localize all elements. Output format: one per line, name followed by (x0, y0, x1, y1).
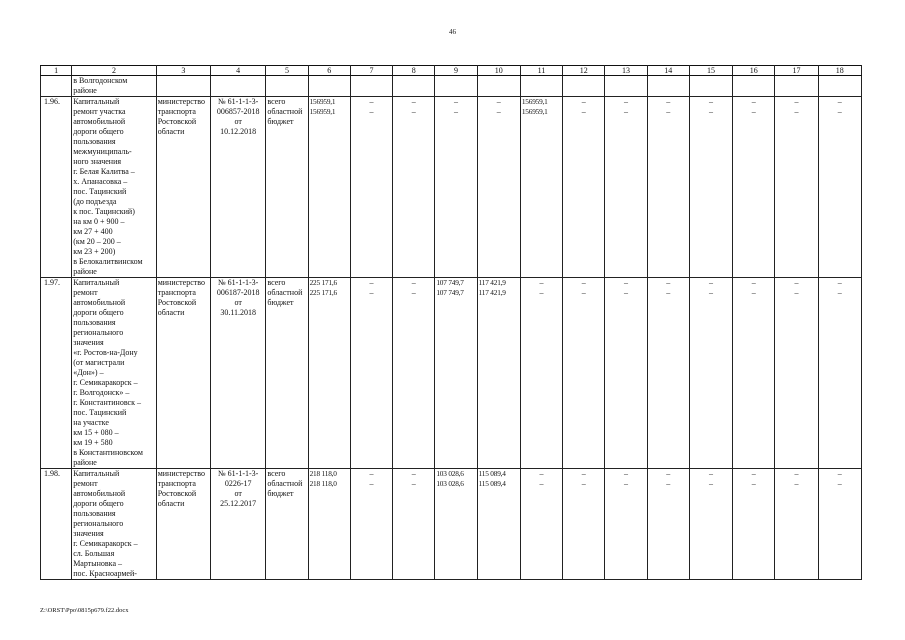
cell-line: в Белокалитвинском (73, 257, 143, 266)
cell-line: – (708, 107, 713, 116)
table-row (41, 97, 862, 278)
cell-source (266, 76, 308, 97)
value-cell (350, 469, 392, 580)
value-cell (818, 97, 861, 278)
cell-line: – (411, 479, 416, 488)
cell-line: от (234, 298, 242, 307)
cell-value (563, 76, 605, 97)
cell-line: г. Семикаракорск – (73, 539, 138, 548)
value-cell (775, 469, 818, 580)
value-cell (605, 469, 647, 580)
cell-line: – (496, 97, 501, 106)
cell-line: 103 028,6 (436, 479, 464, 488)
cell-line: – (369, 479, 374, 488)
cell-line: области (157, 499, 185, 508)
cell-line: – (411, 107, 416, 116)
cell-value (647, 76, 689, 97)
cell-line: – (837, 479, 842, 488)
cell-line: автомобильной (73, 117, 126, 126)
cell-line: – (837, 469, 842, 478)
value-cell (520, 97, 562, 278)
cell-value (605, 76, 647, 97)
cell-value (520, 76, 562, 97)
value-cell (435, 278, 477, 469)
cell-line: – (666, 288, 671, 297)
cell-line: – (581, 107, 586, 116)
cell-line: Ростовской (157, 298, 197, 307)
cell-line: «Дон») – (73, 368, 104, 377)
cell-line: области (157, 308, 185, 317)
cell-line: – (623, 288, 628, 297)
cell-line: министерство (157, 97, 205, 106)
cell-line: областной (267, 479, 303, 488)
column-number: 16 (733, 66, 775, 76)
value-cell (308, 278, 350, 469)
cell-line: пос. Тацинский (73, 187, 127, 196)
value-cell (647, 97, 689, 278)
value-cell (393, 469, 435, 580)
cell-num (41, 76, 72, 97)
cell-line: районе (73, 458, 97, 467)
cell-line: ремонт (73, 479, 98, 488)
cell-line: сл. Большая (73, 549, 115, 558)
cell-line: – (708, 278, 713, 287)
column-number: 15 (689, 66, 732, 76)
column-number: 9 (435, 66, 477, 76)
funding-source (266, 97, 308, 278)
cell-line: – (369, 288, 374, 297)
column-number: 4 (211, 66, 266, 76)
table-row (41, 469, 862, 580)
cell-line: – (581, 479, 586, 488)
cell-line: – (623, 469, 628, 478)
cell-line: районе (73, 86, 97, 95)
funding-source (266, 278, 308, 469)
cell-line: – (751, 107, 756, 116)
cell-line: транспорта (157, 288, 196, 297)
cell-line: бюджет (267, 489, 294, 498)
cell-line: – (751, 469, 756, 478)
cell-line: – (369, 107, 374, 116)
cell-line: значения (73, 338, 104, 347)
value-cell (818, 469, 861, 580)
cell-line: – (708, 97, 713, 106)
cell-line: ремонт участка (73, 107, 126, 116)
cell-line: к пос. Тацинский) (73, 207, 135, 216)
cell-value (775, 76, 818, 97)
cell-line: пос. Тацинский (73, 408, 127, 417)
cell-line: – (369, 97, 374, 106)
value-cell (605, 97, 647, 278)
column-number: 1 (41, 66, 72, 76)
cell-line: 10.12.2018 (220, 127, 257, 136)
cell-line: № 61-1-1-3- (218, 469, 259, 478)
column-number: 10 (477, 66, 520, 76)
cell-line: 115 089,4 (478, 469, 506, 478)
object-name (72, 469, 157, 580)
value-cell (308, 469, 350, 580)
cell-line: 107 749,7 (436, 278, 464, 287)
cell-line: – (453, 97, 458, 106)
cell-line: – (751, 479, 756, 488)
cell-line: всего (267, 278, 286, 287)
cell-line: – (751, 97, 756, 106)
object-name (72, 97, 157, 278)
cell-line: 006187-2018 (216, 288, 260, 297)
value-cell (647, 278, 689, 469)
cell-line: автомобильной (73, 298, 126, 307)
value-cell (563, 97, 605, 278)
cell-line: 117 421,9 (478, 278, 506, 287)
cell-line: 156959,1 (309, 97, 336, 106)
cell-value (308, 76, 350, 97)
value-cell (393, 278, 435, 469)
column-number: 14 (647, 66, 689, 76)
cell-line: г. Семикаракорск – (73, 378, 138, 387)
document-ref (211, 97, 266, 278)
cell-value (350, 76, 392, 97)
cell-line: км 15 + 080 – (73, 428, 119, 437)
value-cell (689, 97, 732, 278)
cell-line: 006857-2018 (216, 107, 260, 116)
cell-line: – (369, 278, 374, 287)
cell-value (818, 76, 861, 97)
cell-line: 0226-17 (224, 479, 252, 488)
cell-line: 30.11.2018 (220, 308, 257, 317)
cell-line: Капитальный (73, 97, 120, 106)
funding-source (266, 469, 308, 580)
column-number: 13 (605, 66, 647, 76)
cell-line: – (539, 469, 544, 478)
cell-line: – (581, 288, 586, 297)
cell-line: – (623, 278, 628, 287)
value-cell (435, 97, 477, 278)
cell-line: Капитальный (73, 469, 120, 478)
cell-line: № 61-1-1-3- (218, 278, 259, 287)
cell-line: (км 20 – 200 – (73, 237, 121, 246)
cell-line: – (411, 278, 416, 287)
cell-line: – (623, 107, 628, 116)
cell-line: – (794, 278, 799, 287)
cell-line: – (666, 469, 671, 478)
cell-value (733, 76, 775, 97)
cell-line: – (666, 479, 671, 488)
cell-line: пользования (73, 509, 116, 518)
cell-line: на км 0 + 900 – (73, 217, 125, 226)
cell-line: 107 749,7 (436, 288, 464, 297)
column-number: 3 (156, 66, 210, 76)
cell-line: – (369, 469, 374, 478)
value-cell (647, 469, 689, 580)
cell-line: пользования (73, 137, 116, 146)
value-cell (733, 97, 775, 278)
cell-line: – (453, 107, 458, 116)
value-cell (563, 278, 605, 469)
cell-line: № 61-1-1-3- (218, 97, 259, 106)
column-number-row (41, 66, 862, 76)
column-number: 8 (393, 66, 435, 76)
cell-line: – (837, 288, 842, 297)
cell-line: транспорта (157, 107, 196, 116)
value-cell (350, 278, 392, 469)
row-number: 1.96. (41, 97, 72, 278)
value-cell (689, 469, 732, 580)
column-number: 7 (350, 66, 392, 76)
cell-line: 225 171,6 (309, 288, 337, 297)
cell-line: – (539, 278, 544, 287)
cell-line: – (666, 97, 671, 106)
cell-line: «г. Ростов-на-Дону (73, 348, 138, 357)
cell-line: областной (267, 288, 303, 297)
cell-line: Капитальный (73, 278, 120, 287)
cell-value (689, 76, 732, 97)
cell-line: км 23 + 200) (73, 247, 116, 256)
cell-line: в Волгодонском (73, 76, 128, 85)
cell-line: дороги общего (73, 127, 124, 136)
cell-line: области (157, 127, 185, 136)
cell-line: – (708, 469, 713, 478)
cell-line: – (794, 97, 799, 106)
cell-line: г. Белая Калитва – (73, 167, 135, 176)
column-number: 17 (775, 66, 818, 76)
cell-line: – (539, 288, 544, 297)
value-cell (350, 97, 392, 278)
cell-line: автомобильной (73, 489, 126, 498)
cell-line: – (581, 278, 586, 287)
value-cell (393, 97, 435, 278)
cell-line: – (837, 278, 842, 287)
column-number: 2 (72, 66, 157, 76)
value-cell (520, 278, 562, 469)
budget-table (40, 65, 862, 580)
cell-line: – (708, 479, 713, 488)
cell-line: пос. Красноармей- (73, 569, 137, 578)
value-cell (818, 278, 861, 469)
value-cell (477, 278, 520, 469)
value-cell (563, 469, 605, 580)
cell-line: км 27 + 400 (73, 227, 113, 236)
cell-line: 115 089,4 (478, 479, 506, 488)
value-cell (605, 278, 647, 469)
cell-line: от (234, 117, 242, 126)
cell-line: 25.12.2017 (220, 499, 257, 508)
cell-value (477, 76, 520, 97)
column-number: 18 (818, 66, 861, 76)
column-number: 11 (520, 66, 562, 76)
cell-line: пользования (73, 318, 116, 327)
cell-line: регионального (73, 328, 124, 337)
cell-line: – (794, 479, 799, 488)
cell-line: – (411, 469, 416, 478)
cell-line: – (581, 97, 586, 106)
value-cell (477, 97, 520, 278)
cell-name (72, 76, 157, 97)
cell-line: – (837, 107, 842, 116)
value-cell (477, 469, 520, 580)
value-cell (733, 469, 775, 580)
cell-line: х. Апанасовка – (73, 177, 128, 186)
cell-line: – (837, 97, 842, 106)
cell-line: – (751, 288, 756, 297)
cell-line: – (794, 469, 799, 478)
cell-line: – (496, 107, 501, 116)
column-number: 5 (266, 66, 308, 76)
object-name (72, 278, 157, 469)
cell-line: г. Константиновск – (73, 398, 141, 407)
file-path-footer: Z:\ORST\Ppo\0815p679.f22.docx (40, 607, 129, 614)
value-cell (689, 278, 732, 469)
cell-line: всего (267, 97, 286, 106)
cell-line: – (708, 288, 713, 297)
cell-line: в Константиновском (73, 448, 143, 457)
cell-line: министерство (157, 278, 205, 287)
cell-line: Ростовской (157, 117, 197, 126)
cell-line: 218 118,0 (309, 479, 337, 488)
value-cell (520, 469, 562, 580)
continuation-row (41, 76, 862, 97)
cell-line: бюджет (267, 117, 294, 126)
organization (156, 97, 210, 278)
cell-line: – (666, 107, 671, 116)
document-ref (211, 469, 266, 580)
cell-line: – (794, 107, 799, 116)
value-cell (733, 278, 775, 469)
row-number: 1.98. (41, 469, 72, 580)
cell-line: – (794, 288, 799, 297)
value-cell (435, 469, 477, 580)
cell-line: всего (267, 469, 286, 478)
cell-line: – (411, 288, 416, 297)
cell-line: – (581, 469, 586, 478)
cell-line: ного значения (73, 157, 122, 166)
organization (156, 469, 210, 580)
organization (156, 278, 210, 469)
cell-line: бюджет (267, 298, 294, 307)
cell-line: 103 028,6 (436, 469, 464, 478)
cell-line: ремонт (73, 288, 98, 297)
cell-line: 156959,1 (309, 107, 336, 116)
value-cell (775, 278, 818, 469)
cell-line: (до подъезда (73, 197, 117, 206)
cell-line: – (623, 97, 628, 106)
cell-line: областной (267, 107, 303, 116)
cell-line: Ростовской (157, 489, 197, 498)
column-number: 6 (308, 66, 350, 76)
cell-line: – (539, 479, 544, 488)
cell-value (435, 76, 477, 97)
cell-line: от (234, 489, 242, 498)
row-number: 1.97. (41, 278, 72, 469)
cell-line: Мартыновка – (73, 559, 122, 568)
value-cell (775, 97, 818, 278)
cell-line: км 19 + 580 (73, 438, 113, 447)
cell-line: значения (73, 529, 104, 538)
cell-line: дороги общего (73, 308, 124, 317)
cell-line: (от магистрали (73, 358, 125, 367)
cell-line: – (411, 97, 416, 106)
page-number: 46 (449, 28, 456, 36)
cell-line: 218 118,0 (309, 469, 337, 478)
column-number: 12 (563, 66, 605, 76)
cell-line: – (751, 278, 756, 287)
cell-line: транспорта (157, 479, 196, 488)
document-ref (211, 278, 266, 469)
cell-doc (211, 76, 266, 97)
cell-line: 225 171,6 (309, 278, 337, 287)
table-row (41, 278, 862, 469)
cell-line: дороги общего (73, 499, 124, 508)
cell-line: районе (73, 267, 97, 276)
cell-line: – (623, 479, 628, 488)
value-cell (308, 97, 350, 278)
cell-org (156, 76, 210, 97)
cell-value (393, 76, 435, 97)
cell-line: г. Волгодонск» – (73, 388, 130, 397)
cell-line: на участке (73, 418, 109, 427)
cell-line: регионального (73, 519, 124, 528)
cell-line: 156959,1 (521, 107, 548, 116)
cell-line: – (666, 278, 671, 287)
cell-line: 117 421,9 (478, 288, 506, 297)
cell-line: 156959,1 (521, 97, 548, 106)
cell-line: министерство (157, 469, 205, 478)
cell-line: межмуниципаль- (73, 147, 132, 156)
